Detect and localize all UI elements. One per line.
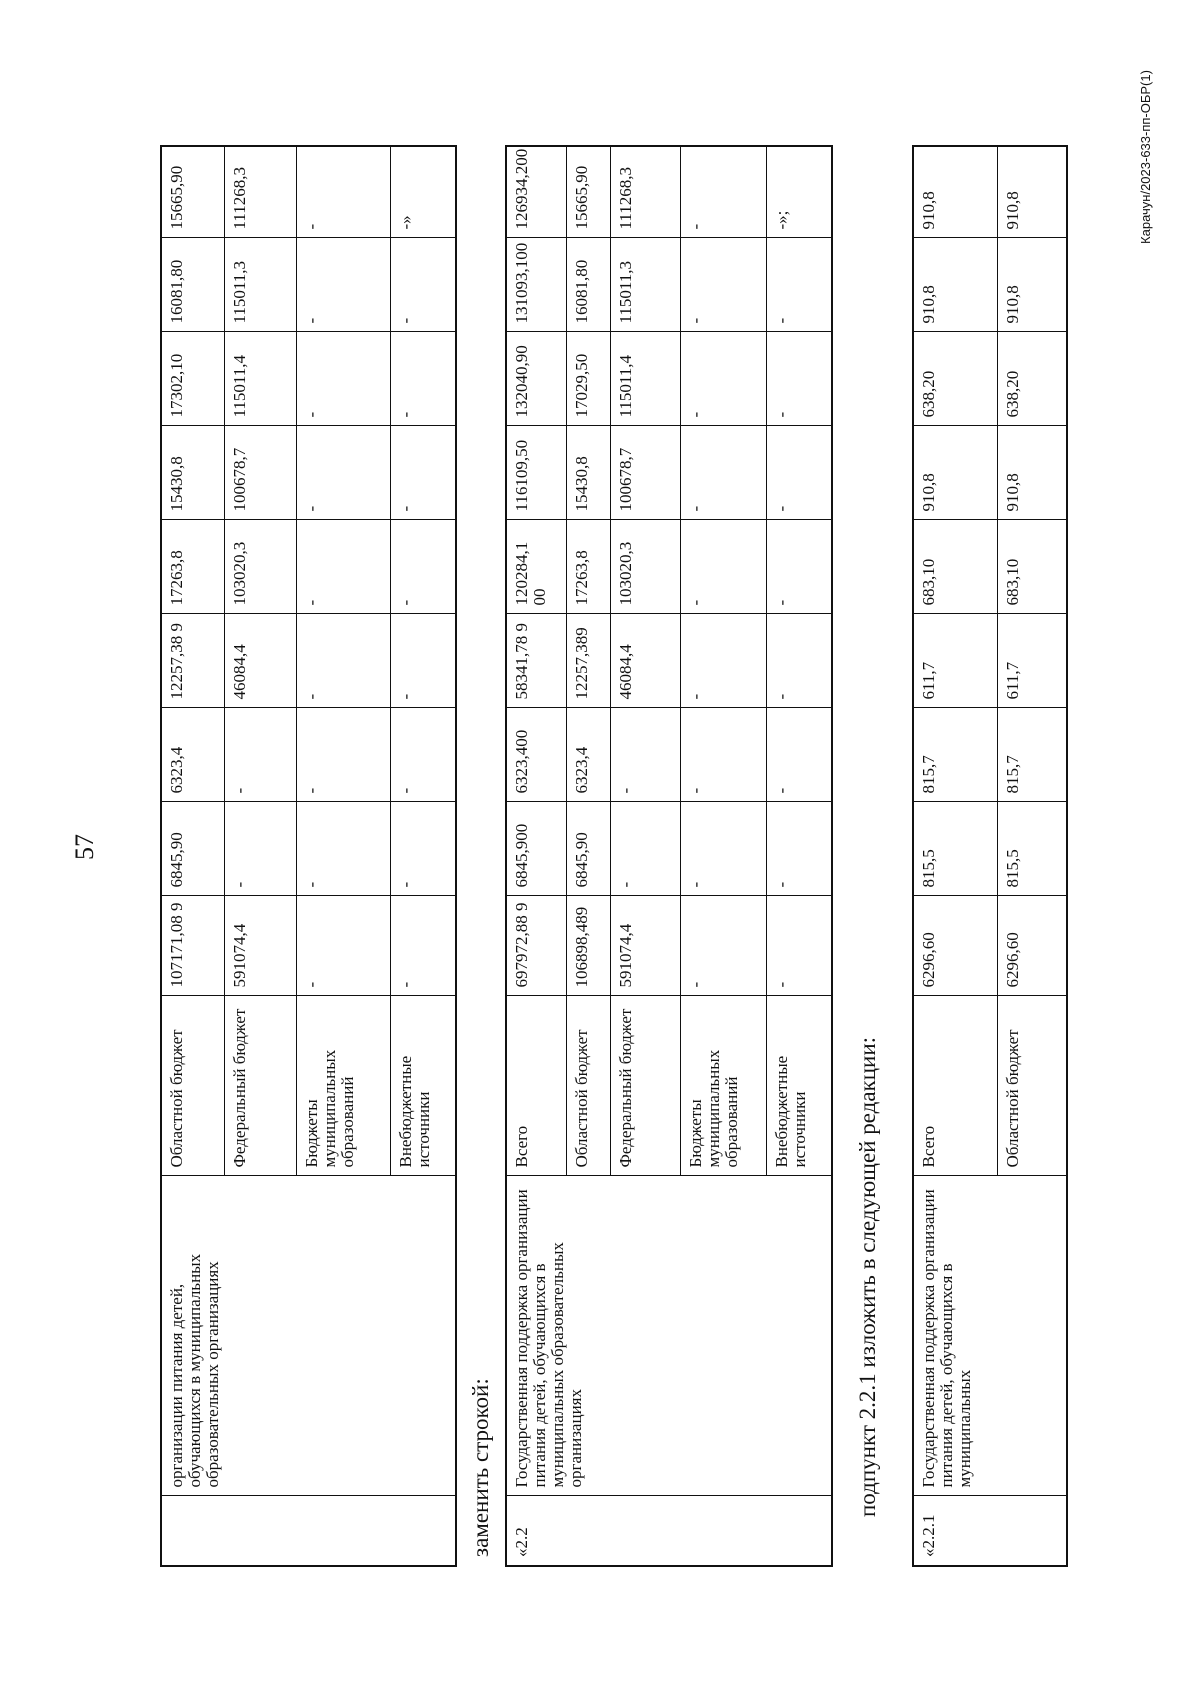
value-cell: 638,20: [997, 332, 1067, 426]
value-cell: -: [390, 238, 456, 332]
value-cell: -: [680, 238, 766, 332]
value-cell: 16081,80: [161, 238, 224, 332]
value-cell: 111268,3: [224, 146, 296, 238]
value-cell: 15430,8: [566, 426, 610, 520]
value-cell: 132040,90: [506, 332, 566, 426]
value-cell: -»: [390, 146, 456, 238]
value-cell: -: [390, 708, 456, 802]
page-number: 57: [70, 834, 99, 860]
value-cell: 6845,90: [566, 802, 610, 896]
value-cell: -: [766, 896, 832, 996]
value-cell: -: [390, 896, 456, 996]
value-cell: -: [224, 802, 296, 896]
value-cell: 17029,50: [566, 332, 610, 426]
value-cell: -: [296, 332, 390, 426]
value-cell: 815,7: [997, 708, 1067, 802]
funding-source: Всего: [506, 996, 566, 1176]
funding-source: Всего: [913, 996, 997, 1176]
value-cell: -: [766, 708, 832, 802]
value-cell: -: [296, 896, 390, 996]
value-cell: 910,8: [997, 238, 1067, 332]
value-cell: 116109,50: [506, 426, 566, 520]
value-cell: 611,7: [997, 614, 1067, 708]
heading-subpoint: подпункт 2.2.1 изложить в следующей редакции:: [855, 1036, 880, 1517]
value-cell: 6323,4: [566, 708, 610, 802]
value-cell: 15430,8: [161, 426, 224, 520]
value-cell: 6296,60: [997, 896, 1067, 996]
value-cell: -: [766, 614, 832, 708]
value-cell: 115011,4: [224, 332, 296, 426]
funding-source: Федеральный бюджет: [610, 996, 680, 1176]
value-cell: 46084,4: [224, 614, 296, 708]
value-cell: 6323,400: [506, 708, 566, 802]
value-cell: 107171,08 9: [161, 896, 224, 996]
value-cell: -: [296, 708, 390, 802]
funding-source: Внебюджетные источники: [390, 996, 456, 1176]
row-code: «2.2.1: [913, 1496, 1067, 1566]
value-cell: 815,5: [913, 802, 997, 896]
value-cell: -: [296, 146, 390, 238]
value-cell: -: [766, 426, 832, 520]
value-cell: -: [390, 802, 456, 896]
row-name: Государственная поддержка организации питания детей, обучающихся в муниципальных образовательных организациях: [506, 1176, 832, 1496]
funding-source: Областной бюджет: [997, 996, 1067, 1176]
value-cell: 611,7: [913, 614, 997, 708]
value-cell: -: [766, 332, 832, 426]
value-cell: -: [296, 802, 390, 896]
value-cell: -: [680, 426, 766, 520]
value-cell: 591074,4: [224, 896, 296, 996]
value-cell: 103020,3: [224, 520, 296, 614]
value-cell: 638,20: [913, 332, 997, 426]
value-cell: 683,10: [997, 520, 1067, 614]
footer-document-code: Карачун/2023-633-пп-ОБР(1): [1138, 70, 1153, 244]
value-cell: 6323,4: [161, 708, 224, 802]
value-cell: -: [680, 802, 766, 896]
value-cell: 17263,8: [566, 520, 610, 614]
value-cell: 6845,90: [161, 802, 224, 896]
value-cell: -: [610, 802, 680, 896]
value-cell: -: [296, 520, 390, 614]
funding-source: Внебюджетные источники: [766, 996, 832, 1176]
funding-source: Бюджеты муниципальных образований: [680, 996, 766, 1176]
table-row: [506, 146, 566, 1566]
value-cell: 12257,389: [566, 614, 610, 708]
value-cell: 910,8: [913, 238, 997, 332]
value-cell: -: [296, 426, 390, 520]
value-cell: 6845,900: [506, 802, 566, 896]
row-code: [161, 1496, 456, 1566]
table-row: [913, 146, 997, 1566]
value-cell: -: [766, 520, 832, 614]
value-cell: 683,10: [913, 520, 997, 614]
value-cell: -: [296, 614, 390, 708]
value-cell: 815,7: [913, 708, 997, 802]
value-cell: 100678,7: [224, 426, 296, 520]
value-cell: 17302,10: [161, 332, 224, 426]
value-cell: -: [680, 146, 766, 238]
value-cell: -»;: [766, 146, 832, 238]
funding-source: Бюджеты муниципальных образований: [296, 996, 390, 1176]
budget-table-continued: [160, 145, 457, 1567]
value-cell: -: [224, 708, 296, 802]
value-cell: 120284,1 00: [506, 520, 566, 614]
value-cell: -: [680, 708, 766, 802]
value-cell: 910,8: [997, 426, 1067, 520]
value-cell: -: [680, 520, 766, 614]
value-cell: -: [680, 896, 766, 996]
budget-table-subpoint: [912, 145, 1068, 1567]
value-cell: 12257,38 9: [161, 614, 224, 708]
budget-table-replacement: [505, 145, 833, 1567]
value-cell: -: [296, 238, 390, 332]
value-cell: -: [680, 332, 766, 426]
heading-replace: заменить строкой:: [468, 1378, 493, 1557]
value-cell: -: [390, 614, 456, 708]
value-cell: 126934,200: [506, 146, 566, 238]
row-code: «2.2: [506, 1496, 832, 1566]
value-cell: 115011,3: [224, 238, 296, 332]
value-cell: 15665,90: [161, 146, 224, 238]
value-cell: 16081,80: [566, 238, 610, 332]
value-cell: 111268,3: [610, 146, 680, 238]
value-cell: -: [390, 520, 456, 614]
value-cell: -: [390, 332, 456, 426]
value-cell: 15665,90: [566, 146, 610, 238]
value-cell: 115011,4: [610, 332, 680, 426]
value-cell: -: [766, 238, 832, 332]
value-cell: -: [680, 614, 766, 708]
value-cell: -: [766, 802, 832, 896]
table-row: [161, 146, 224, 1566]
value-cell: 103020,3: [610, 520, 680, 614]
value-cell: 100678,7: [610, 426, 680, 520]
funding-source: Областной бюджет: [566, 996, 610, 1176]
value-cell: 58341,78 9: [506, 614, 566, 708]
value-cell: 910,8: [997, 146, 1067, 238]
row-name: Государственная поддержка организации питания детей, обучающихся в муниципальных: [913, 1176, 1067, 1496]
value-cell: 910,8: [913, 426, 997, 520]
value-cell: 697972,88 9: [506, 896, 566, 996]
funding-source: Федеральный бюджет: [224, 996, 296, 1176]
value-cell: 910,8: [913, 146, 997, 238]
row-name: организации питания детей, обучающихся в муниципальных образовательных организациях: [161, 1176, 456, 1496]
value-cell: 115011,3: [610, 238, 680, 332]
value-cell: 815,5: [997, 802, 1067, 896]
value-cell: 131093,100: [506, 238, 566, 332]
value-cell: 17263,8: [161, 520, 224, 614]
value-cell: 106898,489: [566, 896, 610, 996]
value-cell: 6296,60: [913, 896, 997, 996]
value-cell: -: [610, 708, 680, 802]
value-cell: 46084,4: [610, 614, 680, 708]
funding-source: Областной бюджет: [161, 996, 224, 1176]
value-cell: -: [390, 426, 456, 520]
value-cell: 591074,4: [610, 896, 680, 996]
